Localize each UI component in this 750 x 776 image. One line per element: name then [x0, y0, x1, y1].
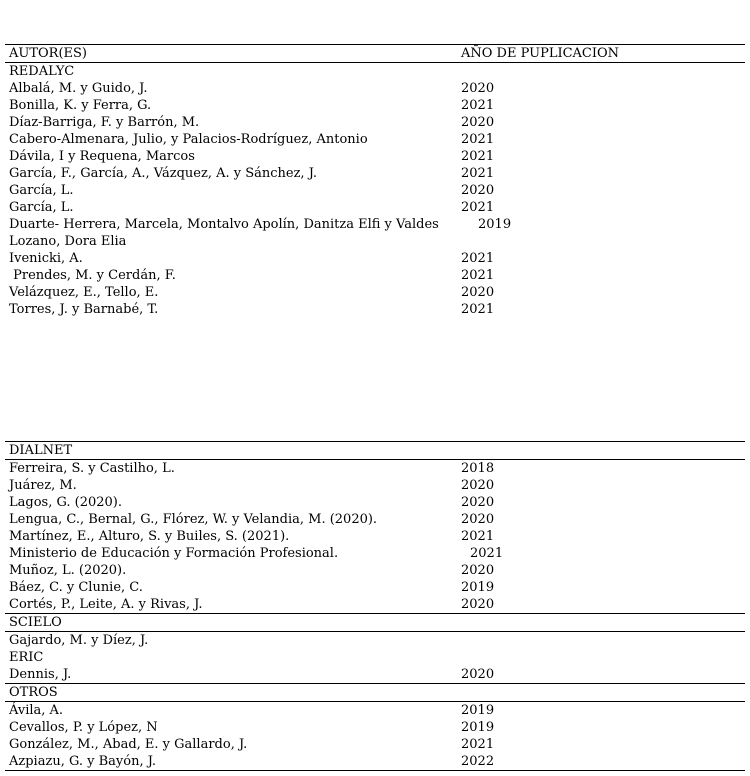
table-row-author: Dennis, J.: [9, 667, 72, 682]
section-title-scielo: SCIELO: [9, 615, 62, 630]
table-row-year: 2019: [461, 720, 495, 735]
section-title-eric: ERIC: [9, 650, 44, 665]
table-row-year: 2021: [461, 200, 495, 215]
table-row-author: Dávila, I y Requena, Marcos: [9, 149, 195, 164]
table-row-year: 2020: [461, 478, 495, 493]
table-row-year: 2021: [461, 302, 495, 317]
table-row-author: Prendes, M. y Cerdán, F.: [9, 268, 176, 283]
table-row-year: 2021: [461, 737, 495, 752]
table-row-author: Velázquez, E., Tello, E.: [9, 285, 159, 300]
table-row-author: Ferreira, S. y Castilho, L.: [9, 461, 175, 476]
table-row-author: Lagos, G. (2020).: [9, 495, 123, 510]
otros-header-rule: [5, 701, 745, 702]
table-row-author: Ivenicki, A.: [9, 251, 83, 266]
table-row-author: Ministerio de Educación y Formación Profesional.: [9, 546, 339, 561]
table-row-year: 2021: [470, 546, 504, 561]
table-row-year: 2021: [461, 132, 495, 147]
column-header-year: AÑO DE PUPLICACION: [461, 46, 620, 61]
table-row-year: 2019: [461, 580, 495, 595]
table-row-author: González, M., Abad, E. y Gallardo, J.: [9, 737, 248, 752]
column-header-author: AUTOR(ES): [9, 46, 87, 61]
section-title-redalyc: REDALYC: [9, 64, 75, 79]
table-row-author: Lengua, C., Bernal, G., Flórez, W. y Velandia, M. (2020).: [9, 512, 378, 527]
table-row-year: 2020: [461, 495, 495, 510]
table-row-author: Muñoz, L. (2020).: [9, 563, 127, 578]
table-row-year: 2020: [461, 285, 495, 300]
table-row-author: Juárez, M.: [9, 478, 77, 493]
table-row-year: 2020: [461, 115, 495, 130]
table-row-author: Bonilla, K. y Ferra, G.: [9, 98, 152, 113]
table-row-author: Cortés, P., Leite, A. y Rivas, J.: [9, 597, 203, 612]
table-row-author: Torres, J. y Barnabé, T.: [9, 302, 159, 317]
otros-top-rule: [5, 683, 745, 684]
scielo-top-rule: [5, 613, 745, 614]
section-title-dialnet: DIALNET: [9, 443, 73, 458]
table-row-year: 2021: [461, 149, 495, 164]
table-row-year: 2019: [461, 703, 495, 718]
table-row-year: 2020: [461, 563, 495, 578]
table-row-author: Martínez, E., Alturo, S. y Builes, S. (2021).: [9, 529, 290, 544]
section-title-otros: OTROS: [9, 685, 58, 700]
table-row-year: 2021: [461, 251, 495, 266]
bottom-rule: [5, 770, 745, 771]
table-row-year: 2021: [461, 268, 495, 283]
table-row-year: 2020: [461, 81, 495, 96]
table-row-year: 2020: [461, 512, 495, 527]
table-row-year: 2020: [461, 667, 495, 682]
table-row-author: Díaz-Barriga, F. y Barrón, M.: [9, 115, 200, 130]
table-row-year: 2021: [461, 98, 495, 113]
table-row-author: Azpiazu, G. y Bayón, J.: [9, 754, 157, 769]
table-row-author-continued: Lozano, Dora Elia: [9, 234, 127, 249]
table-row-author: Duarte- Herrera, Marcela, Montalvo Apolín, Danitza Elfi y Valdes: [9, 217, 439, 232]
table-row-author: Ávila, A.: [9, 703, 64, 718]
table-row-author: Cevallos, P. y López, N: [9, 720, 158, 735]
dialnet-top-rule: [5, 441, 745, 442]
header-rule: [5, 62, 745, 63]
top-rule: [5, 44, 745, 45]
table-row-author: Gajardo, M. y Díez, J.: [9, 633, 149, 648]
table-row-year: 2018: [461, 461, 495, 476]
table-row-year: 2019: [478, 217, 512, 232]
table-row-author: Báez, C. y Clunie, C.: [9, 580, 143, 595]
table-row-year: 2021: [461, 166, 495, 181]
table-row-author: García, L.: [9, 183, 74, 198]
table-row-author: Cabero-Almenara, Julio, y Palacios-Rodríguez, Antonio: [9, 132, 368, 147]
table-row-year: 2022: [461, 754, 495, 769]
table-row-year: 2020: [461, 183, 495, 198]
table-row-author: García, F., García, A., Vázquez, A. y Sánchez, J.: [9, 166, 318, 181]
table-row-author: Albalá, M. y Guido, J.: [9, 81, 148, 96]
table-row-year: 2021: [461, 529, 495, 544]
table-row-author: García, L.: [9, 200, 74, 215]
table-row-year: 2020: [461, 597, 495, 612]
